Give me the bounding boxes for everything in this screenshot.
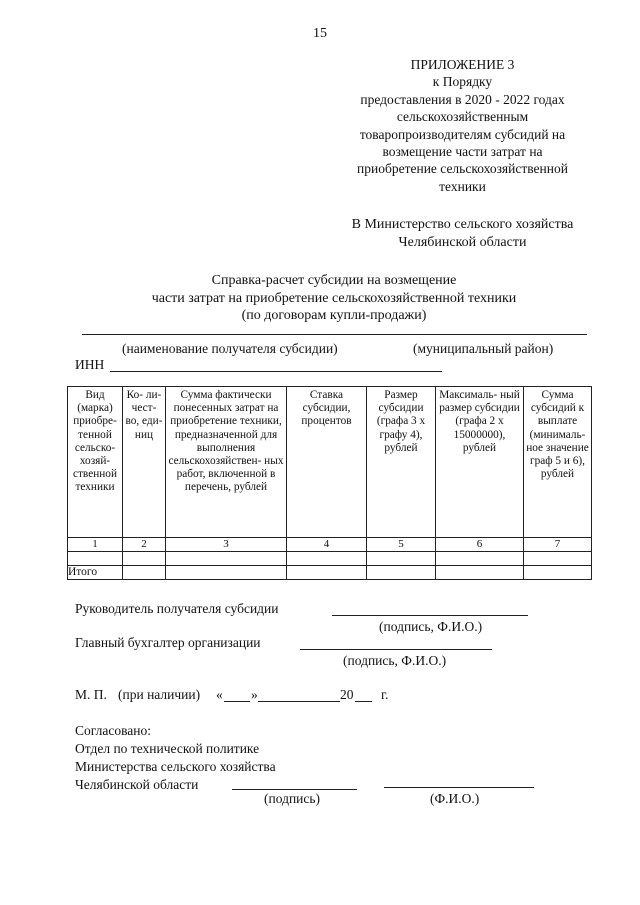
inn-field-line[interactable] (110, 371, 442, 372)
date-year-prefix: 20 (340, 687, 354, 702)
table-row (68, 552, 592, 566)
approval-name-caption: (Ф.И.О.) (430, 791, 480, 806)
date-year-line[interactable] (355, 701, 372, 702)
appendix-line: возмещение части затрат на (382, 144, 543, 160)
approval-line: Челябинской области (75, 777, 199, 792)
table-cell[interactable] (367, 552, 436, 566)
approval-line: Министерства сельского хозяйства (75, 759, 276, 774)
table-cell[interactable] (123, 566, 166, 580)
accountant-signature-line[interactable] (300, 649, 492, 650)
appendix-title: ПРИЛОЖЕНИЕ 3 (410, 57, 515, 72)
date-close-quote: » (251, 687, 258, 702)
table-cell[interactable] (524, 566, 592, 580)
header-equipment-type: Вид (марка) приобре- тенной сельско- хозяй- ственной техники (68, 387, 123, 538)
column-number: 6 (436, 538, 524, 552)
subsidy-table (67, 386, 592, 580)
appendix-line: сельскохозяйственным (396, 109, 529, 125)
title-line: (по договорам купли-продажи) (241, 308, 427, 323)
table-cell[interactable] (367, 566, 436, 580)
column-number-row (68, 538, 592, 552)
approval-line: Отдел по технической политике (75, 741, 260, 756)
table-cell[interactable] (436, 552, 524, 566)
title-line: части затрат на приобретение сельскохозяйственной техники (151, 290, 517, 306)
table-cell[interactable] (68, 552, 123, 566)
table-cell[interactable] (166, 552, 287, 566)
stamp-label: М. П. (75, 687, 107, 702)
recipient-caption: (наименование получателя субсидии) (122, 341, 338, 356)
recipient-name-line[interactable] (82, 334, 587, 335)
column-number: 2 (123, 538, 166, 552)
header-subsidy-payable: Сумма субсидий к выплате (минималь- ное значение граф 5 и 6), рублей (524, 387, 592, 538)
header-actual-costs: Сумма фактически понесенных затрат на приобретение техники, предназначенной для выполнения сельскохозяйствен- ных работ, включенной в перечень, рублей (166, 387, 287, 538)
title-line: Справка-расчет субсидии на возмещение (211, 273, 457, 288)
approval-name-line[interactable] (384, 787, 534, 788)
head-label: Руководитель получателя субсидии (75, 601, 279, 616)
header-subsidy-amount: Размер субсидии (графа 3 x графу 4), рублей (367, 387, 436, 538)
table-cell[interactable] (524, 552, 592, 566)
header-max-subsidy: Максималь- ный размер субсидии (графа 2 x 15000000), рублей (436, 387, 524, 538)
approval-signature-line[interactable] (232, 789, 357, 790)
approval-signature-caption: (подпись) (264, 791, 321, 806)
table-cell[interactable] (166, 566, 287, 580)
page-number: 15 (313, 26, 327, 41)
column-number: 4 (287, 538, 367, 552)
addressee-line: В Министерство сельского хозяйства (351, 217, 574, 232)
header-quantity: Ко- ли- чест- во, еди- ниц (123, 387, 166, 538)
date-suffix: г. (381, 687, 389, 702)
date-month-line[interactable] (258, 701, 340, 702)
table-header-row (68, 387, 592, 538)
stamp-note: (при наличии) (118, 687, 201, 702)
appendix-line: предоставления в 2020 - 2022 годах (360, 91, 565, 107)
inn-label: ИНН (75, 357, 105, 372)
accountant-label: Главный бухгалтер организации (75, 635, 261, 650)
date-day-line[interactable] (224, 701, 250, 702)
column-number: 7 (524, 538, 592, 552)
addressee-line: Челябинской области (398, 234, 527, 250)
column-number: 3 (166, 538, 287, 552)
table-cell[interactable] (436, 566, 524, 580)
total-label: Итого (68, 566, 123, 580)
total-row (68, 566, 592, 580)
appendix-line: к Порядку (432, 74, 493, 90)
head-signature-caption: (подпись, Ф.И.О.) (379, 619, 483, 634)
head-signature-line[interactable] (332, 615, 528, 616)
table-cell[interactable] (287, 566, 367, 580)
table-cell[interactable] (123, 552, 166, 566)
district-caption: (муниципальный район) (413, 341, 554, 356)
date-open-quote: « (216, 687, 223, 702)
table-cell[interactable] (287, 552, 367, 566)
approval-heading: Согласовано: (75, 723, 151, 738)
column-number: 5 (367, 538, 436, 552)
header-subsidy-rate: Ставка субсидии, процентов (287, 387, 367, 538)
addressee (330, 216, 595, 251)
appendix-line: товаропроизводителям субсидий на (359, 126, 566, 142)
appendix-header (330, 56, 595, 195)
accountant-signature-caption: (подпись, Ф.И.О.) (343, 653, 447, 668)
appendix-line: приобретение сельскохозяйственной (357, 161, 568, 177)
document-title (100, 272, 568, 325)
appendix-line: техники (439, 178, 486, 194)
column-number: 1 (68, 538, 123, 552)
